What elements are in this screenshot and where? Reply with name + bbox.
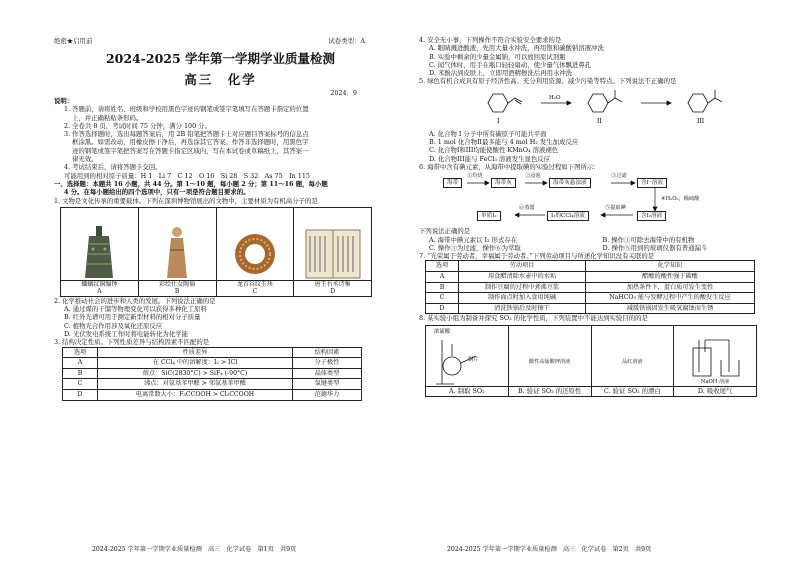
table-header: 选项	[426, 261, 459, 272]
artifact-label: D	[330, 287, 336, 295]
q6-options-row	[419, 236, 776, 244]
q6-flowchart	[443, 173, 763, 225]
question-1: 1. 文物是文化传承的重要载体。下列在深圳博物馆展出的文物中，主要材质为有机高分子的是	[54, 196, 318, 205]
note-line: 框涂黑。如需改动，用橡皮擦干净后，再选涂其它答案。作答非选择题时，用黑色字	[72, 138, 309, 147]
artifact-label: C	[252, 287, 258, 295]
table-header: 选项	[63, 347, 98, 358]
table-header: 化学知识	[586, 261, 755, 272]
table-row	[63, 368, 362, 379]
page-2	[397, 0, 794, 561]
table-row	[426, 293, 755, 304]
table-header: 性质差异	[98, 347, 293, 358]
flow-node: 海带灰悬浊液	[549, 178, 591, 188]
flow-node: 海带	[443, 178, 462, 188]
artifact-d	[294, 208, 371, 296]
apparatus-c	[592, 326, 675, 396]
q4-option-d: D. 苯酚沾到皮肤上，立即用酒精擦洗后再用水冲洗	[429, 69, 573, 78]
q3-table	[62, 347, 362, 401]
q5-option-b: B. 1 mol 化合物II最多能与 4 mol H₂ 发生加成反应	[429, 138, 579, 147]
apparatus-label: 浓硫酸	[434, 328, 451, 335]
table-row	[426, 303, 755, 314]
q5-option-c: C. 化合物I和III均能使酸性 KMnO₄ 溶液褪色	[429, 146, 559, 155]
artifact-caption: 彩绘仕女陶俑	[139, 280, 216, 288]
artifact-b	[139, 208, 217, 296]
table-cell: C	[426, 293, 459, 304]
artifact-caption: 蟠螭纹铜编钟	[61, 280, 138, 288]
flow-node: 含I₂溶液	[637, 211, 666, 221]
flow-step: ⑥蒸馏	[519, 205, 535, 212]
flow-node: 含I⁻溶液	[637, 178, 667, 188]
table-cell: 氢键类型	[293, 379, 362, 390]
q7-table	[425, 260, 755, 314]
table-cell: 用食醋清除水壶中的水垢	[459, 272, 586, 283]
note-line: 3. 作答选择题时，选出每题答案后，用 2B 铅笔把答题卡上对应题目答案标号的信息点	[64, 130, 309, 139]
q2-option-c: C. 植物光合作用涉及氧化还原反应	[64, 321, 163, 330]
question-2: 2. 化学推动社会的进步和人类的发展。下列说法正确的是	[54, 296, 216, 305]
flow-step: ④H₂O₂，稀硫酸	[661, 196, 700, 203]
q2-option-a: A. 通过煤的干馏等物理变化可以获得多种化工原料	[64, 305, 207, 314]
poetry-book-image	[304, 224, 362, 280]
table-cell: 范德华力	[293, 390, 362, 401]
compound-label: III	[697, 117, 705, 125]
table-cell: 制作面点时加入食用纯碱	[459, 293, 586, 304]
flow-step: ②浸泡	[525, 173, 541, 180]
apparatus-b	[509, 326, 592, 396]
flow-node: 海带灰	[491, 178, 516, 188]
flow-step: ①灼烧	[467, 173, 483, 180]
exam-title: 2024-2025 学年第一学期学业质量检测	[105, 51, 336, 66]
exam-type: 试卷类型：A	[328, 37, 365, 45]
flow-step: ⑤提取碘	[605, 205, 626, 212]
table-cell: 减缓铁锅因发生吸氧腐蚀而生锈	[586, 303, 755, 314]
q6-stem: 下列说法正确的是	[419, 227, 471, 236]
table-cell: 电离常数大小：F₃CCOOH > Cl₃CCOOH	[98, 390, 293, 401]
table-cell: 清洗铁锅后及时擦干	[459, 303, 586, 314]
flow-step: ③过滤	[611, 173, 627, 180]
exam-subtitle: 高三 化学	[184, 72, 257, 87]
question-8: 8. 某实验小组为制备并探究 SO₂ 的化学性质，下列装置中不能达到实验目的的是	[419, 314, 648, 323]
note-line: 2. 全卷共 8 页，考试时间 75 分钟，满分 100 分。	[64, 121, 211, 130]
q2-option-d: D. 光伏发电系统工作时将电能转化为化学能	[64, 330, 188, 339]
pottery-figurine-image	[159, 224, 195, 280]
absorption-bottle-image	[685, 338, 745, 378]
table-cell: 熔点：SiC(2830°C) > SiF₄ (-90°C)	[98, 368, 293, 379]
q5-option-a: A. 化合物 I 分子中所有碳原子可能共平面	[429, 129, 547, 138]
note-line: 4. 考试结束后，请将答题卡交回。	[64, 163, 162, 172]
q4-option-a: A. 眼睛溅进酸液，先用大量水冲洗，再用饱和碳酸钠溶液冲洗	[429, 44, 604, 53]
table-cell: 制作豆腐的过程中煮沸豆浆	[459, 282, 586, 293]
table-header: 劳动项目	[459, 261, 586, 272]
table-row	[426, 272, 755, 283]
table-cell: D	[63, 390, 98, 401]
apparatus-label: NaOH 溶液	[700, 379, 730, 386]
artifact-caption: 唐王右丞诗集	[294, 280, 371, 288]
table-cell: NaHCO₃ 能与发酵过程中产生的酸发生反应	[586, 293, 755, 304]
artifact-label: B	[174, 287, 180, 295]
confidential-mark: 绝密★启用前	[54, 37, 93, 45]
q6-options-row	[419, 244, 776, 252]
q5-option-d: D. 化合物III能与 FeCl₃ 溶液发生显色反应	[429, 154, 551, 163]
table-cell: A	[63, 358, 98, 369]
table-row	[63, 379, 362, 390]
apparatus-caption: A. 制取 SO₂	[426, 386, 508, 395]
table-cell: 加热条件下，蛋白质可发生变性	[586, 282, 755, 293]
note-line: 上，并正确粘贴条形码。	[72, 113, 143, 122]
table-cell: 醋酸的酸性强于碳酸	[586, 272, 755, 283]
q6-option-c: C. 操作③为过滤，操作⑥为萃取	[429, 243, 521, 252]
table-cell: B	[63, 368, 98, 379]
table-cell: 沸点：对氨基苯甲醛 > 邻氨基苯甲醛	[98, 379, 293, 390]
q6-option-d: D. 操作⑤用到的玻璃仪器有普通漏斗	[602, 243, 708, 252]
atomic-masses: 可能用到的相对原子质量：H 1 Li 7 C 12 O 16 Si 28 S 32 As 75 In 115	[64, 171, 310, 180]
table-header: 结构因素	[293, 347, 362, 358]
notes-label: 说明：	[54, 97, 74, 105]
apparatus-caption: B. 验证 SO₂ 的还原性	[509, 386, 591, 395]
flask-apparatus-image	[432, 336, 502, 386]
apparatus-a	[426, 326, 509, 396]
table-cell: C	[63, 379, 98, 390]
apparatus-label: 铜片	[468, 356, 479, 363]
apparatus-d	[674, 326, 756, 396]
exam-date: 2024．9	[330, 89, 357, 97]
note-line: 律无效。	[72, 155, 98, 164]
table-cell: B	[426, 282, 459, 293]
table-cell: D	[426, 303, 459, 314]
table-cell: 分子极性	[293, 358, 362, 369]
table-cell: 在 CCl₄ 中的溶解度：I₂ > ICl	[98, 358, 293, 369]
page-footer: 2024-2025 学年第一学期学业质量检测 高三 化学试卷 第2页 共9页	[447, 546, 652, 553]
q6-option-a: A. 海带中碘元素以 I₂ 形式存在	[429, 235, 518, 244]
q2-option-b: B. 红外光谱可用于测定新型材料的相对分子质量	[64, 313, 201, 322]
q8-apparatus	[425, 325, 757, 397]
question-5: 5. 绿色有机合成具有原子经济性高、充分利用资源、减少污染等特点。下列说法不正确的是	[419, 77, 677, 86]
section-heading-cont: 4 分。在每小题给出的四个选项中，只有一项是符合题目要求的。	[64, 188, 250, 197]
q1-artifact-images	[60, 207, 372, 297]
q4-option-c: C. 闻气体时，用手在瓶口轻轻扇动，使少量气体飘进鼻孔	[429, 60, 592, 69]
apparatus-caption: C. 验证 SO₂ 的漂白	[592, 386, 674, 395]
artifact-c	[217, 208, 295, 296]
compound-label: I	[497, 117, 500, 125]
q6-option-b: B. 操作①可除去海带中的有机物	[602, 235, 695, 244]
q5-reaction-scheme	[479, 86, 779, 126]
apparatus-caption: D. 吸收尾气	[674, 386, 756, 395]
table-row	[426, 282, 755, 293]
note-line: 1. 答题前，请将姓名、班级和学校用黑色字迹的钢笔或签字笔填写在答题卡指定的位置	[64, 105, 309, 114]
question-3: 3. 结构决定性质。下列性质差异与结构因素不匹配的是	[54, 338, 210, 347]
flow-node: I₂的CCl₄溶液	[547, 211, 589, 221]
artifact-caption: 龙首谷纹玉玦	[217, 280, 294, 288]
bronze-bell-image	[79, 224, 119, 280]
page-footer: 2024-2025 学年第一学期学业质量检测 高三 化学试卷 第1页 共9页	[92, 546, 297, 553]
compound-label: II	[597, 117, 602, 125]
flow-node: 单质I₂	[477, 211, 501, 221]
table-cell: 晶体类型	[293, 368, 362, 379]
reagent-label: H₂O	[549, 94, 561, 101]
artifact-a	[61, 208, 139, 296]
apparatus-label: 酸性高锰酸钾溶液	[528, 359, 571, 366]
note-line: 迹的钢笔或签字笔把答案写在答题卡指定区域内，写在本试卷或草稿纸上，其答案一	[72, 146, 309, 155]
question-6: 6. 海带中含有碘元素，从海带中提取碘的实验过程如下图所示：	[419, 162, 600, 171]
section-heading: 一、选择题：本题共 16 小题，共 44 分。第 1～10 题，每小题 2 分；第 11～16 题，每小题	[54, 179, 328, 188]
artifact-label: A	[97, 287, 102, 295]
question-4: 4. 安全无小事，下列操作不符合实验安全要求的是	[419, 36, 562, 44]
table-row	[63, 390, 362, 401]
apparatus-label: 品红溶液	[621, 359, 643, 366]
table-row	[63, 358, 362, 369]
q4-option-b: B. 实验中剩余的少量金属钠，可以放回原试剂瓶	[429, 52, 566, 61]
table-cell: A	[426, 272, 459, 283]
question-7: 7. “光荣属于劳动者，幸福属于劳动者。”下列劳动项目与所述化学知识没有关联的是	[419, 252, 655, 261]
jade-ring-image	[230, 224, 280, 280]
